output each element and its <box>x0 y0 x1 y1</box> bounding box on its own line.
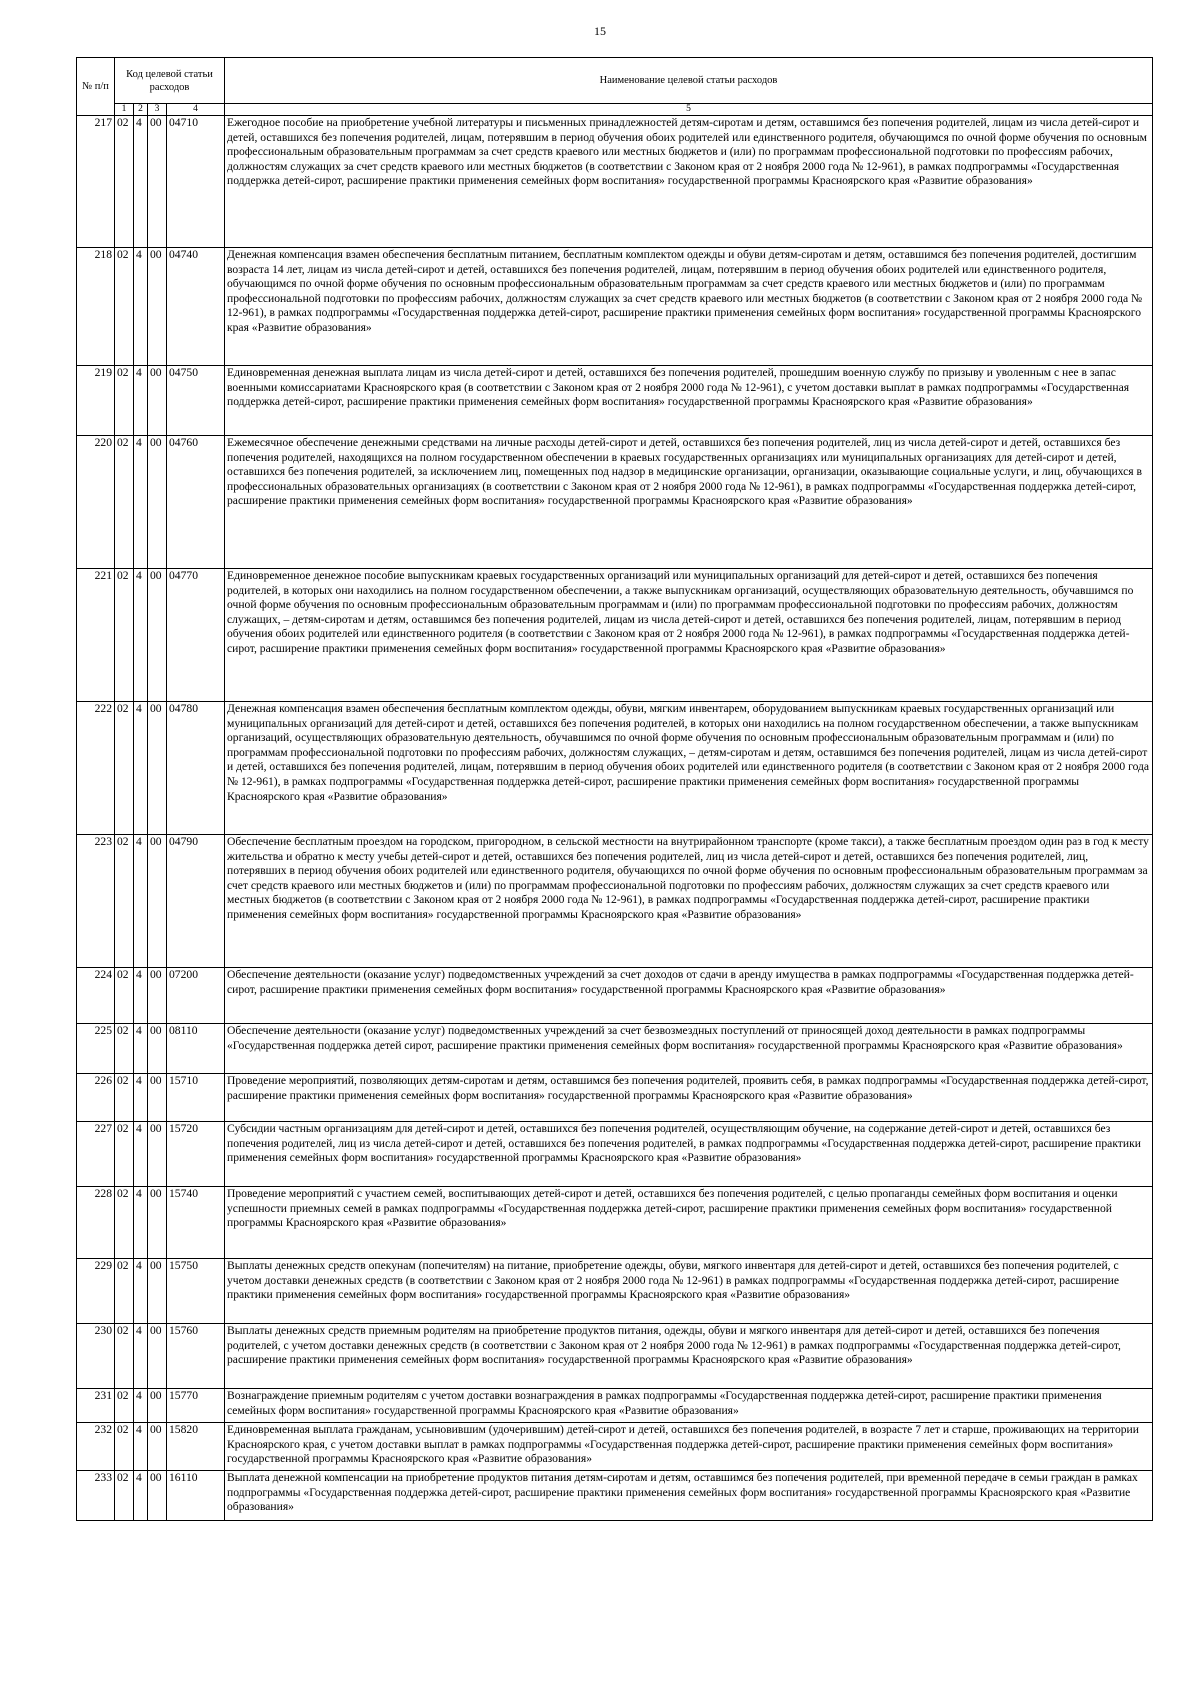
code-part-3-cell: 00 <box>148 366 167 436</box>
row-number-cell: 233 <box>77 1471 115 1521</box>
item-name-cell: Денежная компенсация взамен обеспечения бесплатным комплектом одежды, обуви, мягким инвентарем, оборудованием выпускникам краевых государственных организаций или муниципальных организаций для детей-сирот и детей, оставшихся без попечения родителей, в которых они находились на полном государственном обеспечении, а также выпускникам организаций, осуществляющих образовательную деятельность, обучавшимся по очной форме обучения по основным профессиональным образовательным программам и (или) по программам профессиональной подготовки по профессиям рабочих, должностям служащих, – детям-сиротам и детям, оставшимся без попечения родителей, лицам из числа детей-сирот и детей, оставшихся без попечения родителей, лицам, потерявшим в период обучения обоих родителей или единственного родителя (в соответствии с Законом края от 2 ноября 2000 года № 12-961), в рамках подпрограммы «Государственная поддержка детей-сирот, расширение практики применения семейных форм воспитания» государственной программы Красноярского края «Развитие образования» <box>225 702 1153 835</box>
code-part-2-cell: 4 <box>134 1187 148 1259</box>
code-part-4-cell: 16110 <box>167 1471 225 1521</box>
budget-items-table <box>76 57 1153 1521</box>
row-number-cell: 220 <box>77 436 115 569</box>
code-part-4-cell: 15820 <box>167 1423 225 1471</box>
code-part-1-cell: 02 <box>115 1122 134 1187</box>
row-number-cell: 228 <box>77 1187 115 1259</box>
column-number-4: 4 <box>167 104 225 116</box>
code-part-1-cell: 02 <box>115 835 134 968</box>
code-part-3-cell: 00 <box>148 1471 167 1521</box>
row-number-cell: 231 <box>77 1389 115 1423</box>
item-name-cell: Вознаграждение приемным родителям с учетом доставки вознаграждения в рамках подпрограммы «Государственная поддержка детей-сирот, расширение практики применения семейных форм воспитания» государственной программы Красноярского края «Развитие образования» <box>225 1389 1153 1423</box>
table-row <box>77 1024 1153 1074</box>
code-part-3-cell: 00 <box>148 1423 167 1471</box>
code-part-3-cell: 00 <box>148 436 167 569</box>
item-name-cell: Обеспечение деятельности (оказание услуг) подведомственных учреждений за счет безвозмездных поступлений от приносящей доход деятельности в рамках подпрограммы «Государственная поддержка детей сирот, расширение практики применения семейных форм воспитания» государственной программы Красноярского края «Развитие образования» <box>225 1024 1153 1074</box>
code-part-1-cell: 02 <box>115 702 134 835</box>
header-code-group: Код целевой статьи расходов <box>115 58 225 104</box>
table-row <box>77 248 1153 366</box>
row-number-cell: 217 <box>77 116 115 248</box>
code-part-3-cell: 00 <box>148 1074 167 1122</box>
row-number-cell: 224 <box>77 968 115 1024</box>
code-part-1-cell: 02 <box>115 1471 134 1521</box>
code-part-3-cell: 00 <box>148 835 167 968</box>
code-part-2-cell: 4 <box>134 569 148 702</box>
code-part-3-cell: 00 <box>148 116 167 248</box>
row-number-cell: 219 <box>77 366 115 436</box>
code-part-3-cell: 00 <box>148 1324 167 1389</box>
code-part-3-cell: 00 <box>148 1259 167 1324</box>
row-number-cell: 222 <box>77 702 115 835</box>
row-number-cell: 229 <box>77 1259 115 1324</box>
item-name-cell: Единовременная выплата гражданам, усыновившим (удочерившим) детей-сирот и детей, оставшихся без попечения родителей, в возрасте 7 лет и старше, проживающих на территории Красноярского края, с учетом доставки выплат в рамках подпрограммы «Государственная поддержка детей-сирот, расширение практики применения семейных форм воспитания» государственной программы Красноярского края «Развитие образования» <box>225 1423 1153 1471</box>
table-row <box>77 1122 1153 1187</box>
table-body <box>77 116 1153 1521</box>
code-part-2-cell: 4 <box>134 835 148 968</box>
code-part-1-cell: 02 <box>115 248 134 366</box>
item-name-cell: Проведение мероприятий, позволяющих детям-сиротам и детям, оставшимся без попечения родителей, проявить себя, в рамках подпрограммы «Государственная поддержка детей-сирот, расширение практики применения семейных форм воспитания» государственной программы Красноярского края «Развитие образования» <box>225 1074 1153 1122</box>
table-row <box>77 1389 1153 1423</box>
row-number-cell: 223 <box>77 835 115 968</box>
code-part-3-cell: 00 <box>148 968 167 1024</box>
code-part-2-cell: 4 <box>134 1471 148 1521</box>
column-number-1: 1 <box>115 104 134 116</box>
code-part-4-cell: 04790 <box>167 835 225 968</box>
code-part-2-cell: 4 <box>134 1074 148 1122</box>
column-number-2: 2 <box>134 104 148 116</box>
code-part-1-cell: 02 <box>115 1324 134 1389</box>
code-part-1-cell: 02 <box>115 1024 134 1074</box>
row-number-cell: 230 <box>77 1324 115 1389</box>
item-name-cell: Обеспечение бесплатным проездом на городском, пригородном, в сельской местности на внутрирайонном транспорте (кроме такси), а также бесплатным проездом один раз в год к месту жительства и обратно к месту учебы детей-сирот и детей, оставшихся без попечения родителей, лиц из числа детей-сирот и детей, оставшихся без попечения родителей, лиц, потерявших в период обучения обоих родителей или единственного родителя, обучающихся по очной форме обучения по основным профессиональным образовательным программам за счет средств краевого или местных бюджетов и (или) по программам профессиональной подготовки по профессиям рабочих, должностям служащих за счет средств краевого или местных бюджетов (в соответствии с Законом края от 2 ноября 2000 года № 12-961), в рамках подпрограммы «Государственная поддержка детей-сирот, расширение практики применения семейных форм воспитания» государственной программы Красноярского края «Развитие образования» <box>225 835 1153 968</box>
code-part-3-cell: 00 <box>148 1187 167 1259</box>
code-part-3-cell: 00 <box>148 1389 167 1423</box>
item-name-cell: Субсидии частным организациям для детей-сирот и детей, оставшихся без попечения родителей, осуществляющим обучение, на содержание детей-сирот и детей, оставшихся без попечения родителей, лиц из числа детей-сирот и детей, оставшихся без попечения родителей, в рамках подпрограммы «Государственная поддержка детей-сирот, расширение практики применения семейных форм воспитания» государственной программы Красноярского края «Развитие образования» <box>225 1122 1153 1187</box>
code-part-2-cell: 4 <box>134 116 148 248</box>
code-part-1-cell: 02 <box>115 436 134 569</box>
code-part-4-cell: 04760 <box>167 436 225 569</box>
column-number-5: 5 <box>225 104 1153 116</box>
code-part-3-cell: 00 <box>148 248 167 366</box>
code-part-2-cell: 4 <box>134 1389 148 1423</box>
item-name-cell: Обеспечение деятельности (оказание услуг) подведомственных учреждений за счет доходов от сдачи в аренду имущества в рамках подпрограммы «Государственная поддержка детей-сирот, расширение практики применения семейных форм воспитания» государственной программы Красноярского края «Развитие образования» <box>225 968 1153 1024</box>
item-name-cell: Выплаты денежных средств опекунам (попечителям) на питание, приобретение одежды, обуви, мягкого инвентаря для детей-сирот и детей, оставшихся без попечения родителей, с учетом доставки денежных средств (в соответствии с Законом края от 2 ноября 2000 года № 12-961) в рамках подпрограммы «Государственная поддержка детей-сирот, расширение практики применения семейных форм воспитания» государственной программы Красноярского края «Развитие образования» <box>225 1259 1153 1324</box>
item-name-cell: Выплаты денежных средств приемным родителям на приобретение продуктов питания, одежды, обуви и мягкого инвентаря для детей-сирот и детей, оставшихся без попечения родителей, с учетом доставки денежных средств (в соответствии с Законом края от 2 ноября 2000 года № 12-961) в рамках подпрограммы «Государственная поддержка детей-сирот, расширение практики применения семейных форм воспитания» государственной программы Красноярского края «Развитие образования» <box>225 1324 1153 1389</box>
code-part-4-cell: 15770 <box>167 1389 225 1423</box>
code-part-2-cell: 4 <box>134 968 148 1024</box>
code-part-2-cell: 4 <box>134 366 148 436</box>
code-part-3-cell: 00 <box>148 1122 167 1187</box>
code-part-3-cell: 00 <box>148 1024 167 1074</box>
code-part-2-cell: 4 <box>134 1024 148 1074</box>
row-number-cell: 225 <box>77 1024 115 1074</box>
header-item-name: Наименование целевой статьи расходов <box>225 58 1153 104</box>
code-part-2-cell: 4 <box>134 1122 148 1187</box>
item-name-cell: Выплата денежной компенсации на приобретение продуктов питания детям-сиротам и детям, оставшимся без попечения родителей, при временной передаче в семьи граждан в рамках подпрограммы «Государственная поддержка детей-сирот, расширение практики применения семейных форм воспитания» государственной программы Красноярского края «Развитие образования» <box>225 1471 1153 1521</box>
code-part-1-cell: 02 <box>115 1389 134 1423</box>
code-part-3-cell: 00 <box>148 702 167 835</box>
row-number-cell: 227 <box>77 1122 115 1187</box>
code-part-4-cell: 15740 <box>167 1187 225 1259</box>
column-number-3: 3 <box>148 104 167 116</box>
item-name-cell: Единовременная денежная выплата лицам из числа детей-сирот и детей, оставшихся без попечения родителей, прошедшим военную службу по призыву и уволенным с нее в запас военными комиссариатами Красноярского края (в соответствии с Законом края от 2 ноября 2000 года № 12-961), с учетом доставки выплат в рамках подпрограммы «Государственная поддержка детей-сирот, расширение практики применения семейных форм воспитания» государственной программы Красноярского края «Развитие образования» <box>225 366 1153 436</box>
code-part-1-cell: 02 <box>115 116 134 248</box>
code-part-1-cell: 02 <box>115 569 134 702</box>
header-row-number: № п/п <box>77 58 115 116</box>
row-number-cell: 218 <box>77 248 115 366</box>
row-number-cell: 221 <box>77 569 115 702</box>
code-part-1-cell: 02 <box>115 1423 134 1471</box>
code-part-1-cell: 02 <box>115 1259 134 1324</box>
code-part-4-cell: 15750 <box>167 1259 225 1324</box>
item-name-cell: Ежемесячное обеспечение денежными средствами на личные расходы детей-сирот и детей, оставшихся без попечения родителей, лиц из числа детей-сирот и детей, оставшихся без попечения родителей, находящихся на полном государственном обеспечении в краевых государственных организациях или муниципальных организациях для детей-сирот и детей, оставшихся без попечения родителей, за исключением лиц, помещенных под надзор в медицинские организации, организации, оказывающие социальные услуги, и лиц, обучающихся в профессиональных образовательных организациях (в соответствии с Законом края от 2 ноября 2000 года № 12-961), в рамках подпрограммы «Государственная поддержка детей-сирот, расширение практики применения семейных форм воспитания» государственной программы Красноярского края «Развитие образования» <box>225 436 1153 569</box>
item-name-cell: Денежная компенсация взамен обеспечения бесплатным питанием, бесплатным комплектом одежды и обуви детям-сиротам и детям, оставшимся без попечения родителей, достигшим возраста 14 лет, лицам из числа детей-сирот и детей, оставшихся без попечения родителей, лицам, потерявшим в период обучения обоих родителей или единственного родителя, обучающимся по очной форме обучения по основным профессиональным образовательным программам за счет средств краевого или местных бюджетов и (или) по программам профессиональной подготовки по профессиям рабочих, должностям служащих за счет средств краевого или местных бюджетов (в соответствии с Законом края от 2 ноября 2000 года № 12-961), в рамках подпрограммы «Государственная поддержка детей-сирот, расширение практики применения семейных форм воспитания» государственной программы Красноярского края «Развитие образования» <box>225 248 1153 366</box>
code-part-4-cell: 08110 <box>167 1024 225 1074</box>
code-part-4-cell: 15760 <box>167 1324 225 1389</box>
item-name-cell: Ежегодное пособие на приобретение учебной литературы и письменных принадлежностей детям-сиротам и детям, оставшимся без попечения родителей, лицам из числа детей-сирот и детей, оставшихся без попечения родителей, лицам, потерявшим в период обучения обоих родителей или единственного родителя, обучающимся по очной форме обучения по основным профессиональным образовательным программам за счет средств краевого или местных бюджетов и (или) по программам профессиональной подготовки по профессиям рабочих, должностям служащих за счет средств краевого или местных бюджетов (в соответствии с Законом края от 2 ноября 2000 года № 12-961), в рамках подпрограммы «Государственная поддержка детей-сирот, расширение практики применения семейных форм воспитания» государственной программы Красноярского края «Развитие образования» <box>225 116 1153 248</box>
code-part-4-cell: 04770 <box>167 569 225 702</box>
item-name-cell: Проведение мероприятий с участием семей, воспитывающих детей-сирот и детей, оставшихся без попечения родителей, с целью пропаганды семейных форм воспитания и оценки успешности приемных семей в рамках подпрограммы «Государственная поддержка детей-сирот, расширение практики применения семейных форм воспитания» государственной программы Красноярского края «Развитие образования» <box>225 1187 1153 1259</box>
table-row <box>77 968 1153 1024</box>
page-number: 15 <box>594 24 606 38</box>
table-row <box>77 1324 1153 1389</box>
code-part-4-cell: 04740 <box>167 248 225 366</box>
code-part-2-cell: 4 <box>134 248 148 366</box>
code-part-4-cell: 04710 <box>167 116 225 248</box>
table-row <box>77 436 1153 569</box>
table-row <box>77 1074 1153 1122</box>
code-part-1-cell: 02 <box>115 1187 134 1259</box>
code-part-1-cell: 02 <box>115 1074 134 1122</box>
code-part-2-cell: 4 <box>134 702 148 835</box>
code-part-2-cell: 4 <box>134 436 148 569</box>
table-row <box>77 1259 1153 1324</box>
table-row <box>77 569 1153 702</box>
code-part-4-cell: 04750 <box>167 366 225 436</box>
table-row <box>77 702 1153 835</box>
code-part-2-cell: 4 <box>134 1259 148 1324</box>
table-row <box>77 366 1153 436</box>
row-number-cell: 232 <box>77 1423 115 1471</box>
code-part-4-cell: 15710 <box>167 1074 225 1122</box>
code-part-4-cell: 15720 <box>167 1122 225 1187</box>
code-part-4-cell: 07200 <box>167 968 225 1024</box>
code-part-2-cell: 4 <box>134 1324 148 1389</box>
table-row <box>77 1471 1153 1521</box>
code-part-2-cell: 4 <box>134 1423 148 1471</box>
table-row <box>77 835 1153 968</box>
code-part-4-cell: 04780 <box>167 702 225 835</box>
table-row <box>77 116 1153 248</box>
item-name-cell: Единовременное денежное пособие выпускникам краевых государственных организаций или муниципальных организаций для детей-сирот и детей, оставшихся без попечения родителей, в которых они находились на полном государственном обеспечении, а также выпускникам организаций, осуществляющих образовательную деятельность, обучавшимся по очной форме обучения по основным профессиональным образовательным программам и (или) по программам профессиональной подготовки по профессиям рабочих, должностям служащих, – детям-сиротам и детям, оставшимся без попечения родителей, лицам из числа детей-сирот и детей, оставшихся без попечения родителей, лицам, потерявшим в период обучения обоих родителей или единственного родителя (в соответствии с Законом края от 2 ноября 2000 года № 12-961), в рамках подпрограммы «Государственная поддержка детей-сирот, расширение практики применения семейных форм воспитания» государственной программы Красноярского края «Развитие образования» <box>225 569 1153 702</box>
row-number-cell: 226 <box>77 1074 115 1122</box>
table-row <box>77 1423 1153 1471</box>
code-part-3-cell: 00 <box>148 569 167 702</box>
table-row <box>77 1187 1153 1259</box>
code-part-1-cell: 02 <box>115 366 134 436</box>
code-part-1-cell: 02 <box>115 968 134 1024</box>
